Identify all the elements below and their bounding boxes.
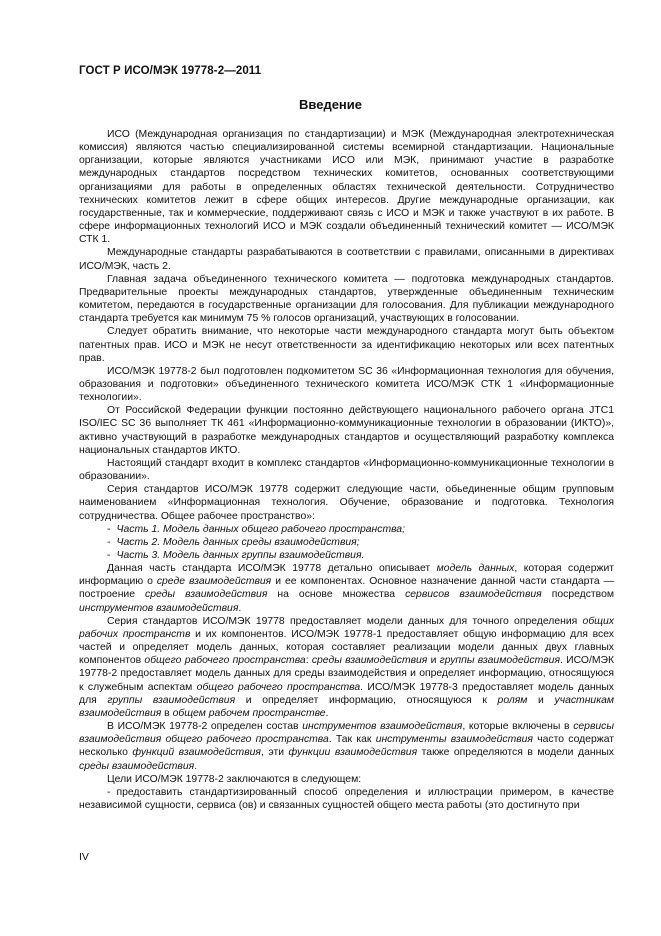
text-run: . <box>238 602 242 614</box>
paragraph <box>79 615 614 720</box>
text-run: , которые включены в <box>462 721 574 733</box>
paragraph: Главная задача объединенного технического комитета — подготовка международных стандартов. Предварительные проекты международных стандартов, утвержденные объединенным техническим комитетом, передаются в государственные организации для голосования. Для публикации международного стандарта требуется как минимум 75 % голосов организаций, участвующих в голосовании. <box>79 273 614 325</box>
paragraph: Серия стандартов ИСО/МЭК 19778 содержит следующие части, обьединенные общим групповым наименованием «Информационная технология. Обучение, образование и подготовка. Технология сотрудничества. Общее рабочее пространство»: <box>79 484 614 522</box>
italic-term: сервисов взаимодействия <box>405 589 542 601</box>
italic-term: среды взаимодействия <box>79 760 195 772</box>
list-item-text: Часть 3. Модель данных группы взаимодействия. <box>116 550 365 561</box>
italic-term: среде взаимодействия <box>156 576 272 588</box>
dash-marker: - <box>107 786 111 798</box>
italic-term: среды взаимодействия <box>145 589 268 601</box>
text-run: Серия стандартов ИСО/МЭК 19778 предоставляет модели данных для точного определения <box>107 615 583 627</box>
paragraph: От Российской Федерации функции постоянно действующего национального рабочего органа JTC1 ISO/IEC SC 36 выполняет ТК 461 «Информационно-коммуникационные технологии в образовании (ИКТО)», активно участвующий в разработке международных стандартов и осуществляющий разработку комплекса национальных стандартов ИКТО. <box>79 405 614 456</box>
text-run: : <box>305 655 312 667</box>
paragraph: Следует обратить внимание, что некоторые части международного стандарта могут быть объектом патентных прав. ИСО и МЭК не несут ответственности за идентификацию некоторых или всех патентных прав. <box>79 326 614 364</box>
paragraph: ИСО/МЭК 19778-2 был подготовлен подкомитетом SC 36 «Информационная технология для обучения, образования и подготовки» объединенного технического комитета ИСО/МЭК СТК 1 «Информационные технологии». <box>79 365 614 404</box>
text-run: и их компонентов. ИСО/МЭК 19778-1 предоставляет общую информацию для всех частей и определяет модель данных, которая составляет реализации модели данных двух главных компонентов <box>79 628 614 667</box>
text-run: часто содержат несколько <box>79 734 615 759</box>
text-run: , которая содержит информацию о <box>79 563 615 588</box>
italic-term: инструментов взаимодействия <box>302 721 463 733</box>
list-item-text: Часть 1. Модель данных общего рабочего пространства; <box>116 523 405 535</box>
text-run: . ИСО/МЭК 19778-3 предоставляет модель данных для <box>79 681 614 706</box>
italic-term: группы взаимодействия <box>439 655 560 667</box>
italic-term: модель данных <box>436 563 515 575</box>
list-item <box>79 549 614 562</box>
italic-term: сервисы взаимодействия общего рабочего пространства <box>79 721 614 746</box>
italic-term: общего рабочего пространства <box>196 681 361 693</box>
italic-term: среды взаимодействия <box>311 655 428 667</box>
text-run: В ИСО/МЭК 19778-2 определен состав <box>107 721 303 733</box>
dash-marker: - <box>107 550 111 561</box>
text-run: . ИСО/МЭК 19778-2 предоставляет модель данных для среды взаимодействия и определяет информацию, относящуюся к служебным аспектам <box>79 655 615 693</box>
paragraph <box>79 562 614 615</box>
text-run: Данная часть стандарта ИСО/МЭК 19778 детально описывает <box>107 563 437 575</box>
list-item <box>79 536 614 549</box>
text-run: посредством <box>541 589 615 601</box>
text-run: . Так как <box>328 734 376 746</box>
italic-term: ролям <box>497 694 528 706</box>
list-item <box>79 786 614 812</box>
text-run: в <box>161 707 173 719</box>
italic-term: инструментов взаимодействия <box>79 602 239 614</box>
italic-term: общего рабочего пространства <box>144 655 306 667</box>
paragraph: Цели ИСО/МЭК 19778-2 заключаются в следующем: <box>107 773 362 785</box>
document-code-header: ГОСТ Р ИСО/МЭК 19778-2—2011 <box>79 65 262 77</box>
text-run: и <box>527 694 555 706</box>
text-run: на основе множества <box>267 589 406 601</box>
paragraph: ИСО (Международная организация по стандартизации) и МЭК (Международная электротехническая комиссия) являются частью специализированной системы всемирной стандартизации. Национальные организации, которые являются участниками ИСО или МЭК, принимают участие в разработке международных стандартов посредством технических комитетов, основанных соответствующими организациями для работы в определенных областях технической деятельности. Сотрудничество технических комитетов лежит в сфере общих интересов. Другие международные организации, как государственные, так и коммерческие, поддерживают связь с ИСО и МЭК и также участвуют в их работе. В сфере информационных технологий ИСО и МЭК создали объединенный технический комитет — ИСО/МЭК СТК 1. <box>79 129 614 246</box>
text-run: , эти <box>260 747 289 759</box>
list-item-text: Часть 2. Модель данных среды взаимодействия; <box>116 536 360 548</box>
text-run: и определяет информацию, относящуюся к <box>235 694 498 706</box>
text-run: также определяются в модели данных <box>417 747 614 759</box>
document-body <box>79 128 614 812</box>
paragraph: Международные стандарты разрабатываются в соответствии с правилами, описанными в директивах ИСО/МЭК, часть 2. <box>79 247 614 272</box>
list-item <box>79 523 614 536</box>
dash-marker: - <box>107 523 111 535</box>
italic-term: инструменты взаимодействия <box>375 734 533 746</box>
dash-marker: - <box>107 536 111 548</box>
italic-term: функций взаимодействия <box>132 747 261 759</box>
text-run: и <box>427 655 440 667</box>
italic-term: участникам взаимодействия <box>79 694 615 719</box>
italic-term: функции взаимодействия <box>288 747 418 759</box>
page-number: IV <box>79 851 89 863</box>
text-run: . <box>325 707 329 719</box>
paragraph: Настоящий стандарт входит в комплекс стандартов «Информационно-коммуникационные технологии в образовании». <box>79 457 614 483</box>
text-run: . <box>194 760 198 772</box>
list-item-text: предоставить стандартизированный способ определения и иллюстрации примером, в качестве независимой сущности, сервиса (ов) и связанных сущностей общего места работы (это достигнуто при <box>79 786 614 811</box>
italic-term: общих рабочих пространств <box>79 615 614 640</box>
section-title: Введение <box>299 97 362 112</box>
italic-term: группы взаимодействия <box>107 694 236 706</box>
text-run: и ее компонентах. Основное назначение данной части стандарта — построение <box>79 576 614 601</box>
paragraph <box>79 720 614 773</box>
italic-term: общем рабочем пространстве <box>172 707 326 719</box>
